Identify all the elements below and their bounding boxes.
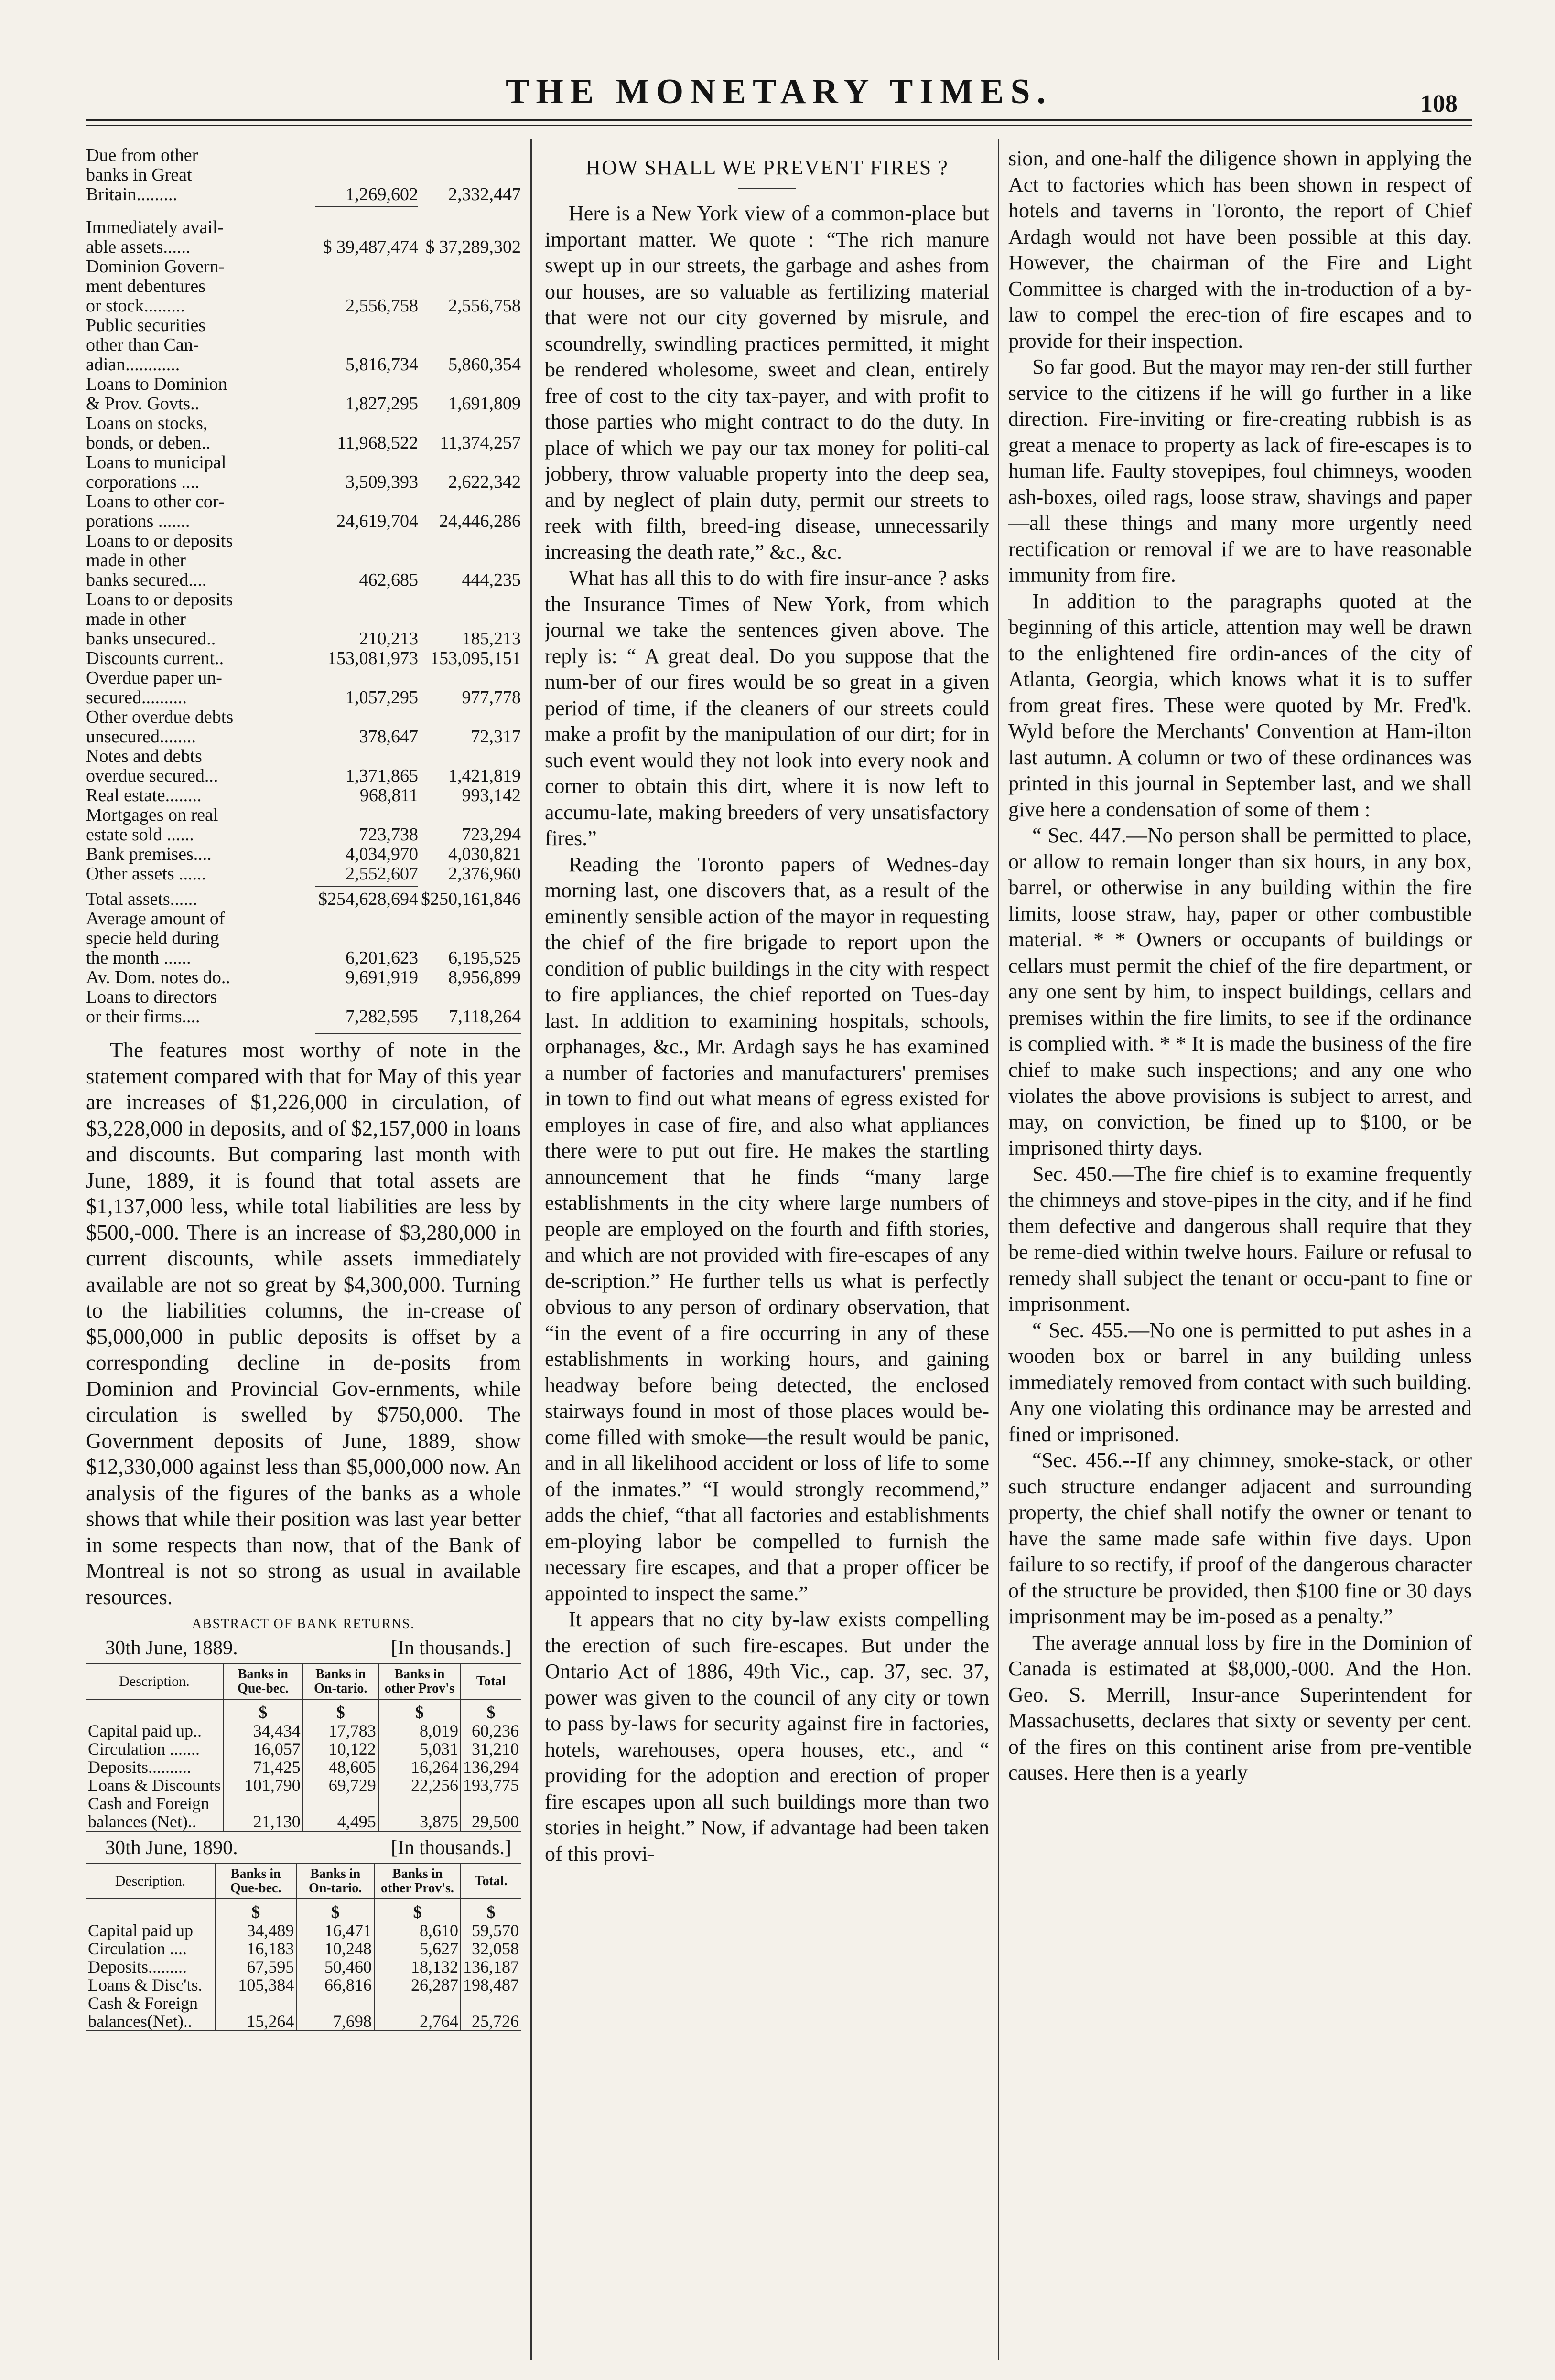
abstract-tables [86,1637,521,2031]
header-rule [86,119,1472,121]
article-paragraph: Sec. 450.—The fire chief is to examine frequently the chimneys and stove-pipes in the city, and if he find them defective and dangerous shall require that they be reme-died within twelve hours. Failure or refusal to remedy shall subject the tenant or occu-pant to fine or imprisonment. [1008,1162,1472,1316]
abstract-cell: $ [296,1899,374,1921]
statement-label [86,590,315,649]
statement-value-1890: 378,647 [359,727,418,747]
column-divider [998,139,999,2360]
abstract-row [86,1994,521,2012]
abstract-cell: 67,595 [215,1958,296,1976]
statement-row [86,864,521,884]
column-2 [545,146,989,2362]
statement-label-line: other than Can- [86,335,199,355]
statement-value-1889: 977,778 [462,687,521,708]
statement-label [86,218,315,257]
abstract-row [86,1722,521,1740]
abstract-cell: Loans & Discounts [88,1776,221,1795]
statement-value-1890: 968,811 [359,785,418,805]
abstract-currency-row [86,1899,521,1921]
abstract-subheading [105,1637,511,1660]
statement-label [86,257,315,316]
statement-value-1889: 993,142 [462,785,521,805]
statement-row [86,492,521,531]
abstract-cell: $ [378,1699,461,1722]
abstract-unit: [In thousands.] [391,1637,511,1659]
statement-label [86,890,315,909]
abstract-row [86,1958,521,1976]
statement-value-1889: 1,691,809 [448,394,521,414]
abstract-cell: $ [215,1899,296,1921]
abstract-cell: Cash & Foreign [88,1994,198,2013]
statement-label-line: corporations .... [86,472,200,492]
abstract-cell: 59,570 [461,1921,521,1940]
statement-label [86,968,315,987]
statement-label-line: Total assets...... [86,890,197,909]
statement-label-line: secured.......... [86,688,187,708]
statement-label-line: the month ...... [86,948,191,968]
statement-label-line: Dominion Govern- [86,257,225,277]
statement-label-line: Loans to other cor- [86,492,225,512]
abstract-date: 30th June, 1890. [105,1837,238,1859]
abstract-cell: 32,058 [461,1940,521,1958]
statement-label-line: Av. Dom. notes do.. [86,968,230,987]
abstract-cell: 3,875 [378,1812,461,1831]
statement-label-line: unsecured........ [86,727,196,747]
statement-row [86,649,521,668]
statement-label [86,453,315,492]
abstract-cell: Cash and Foreign [88,1794,209,1813]
statement-label [86,649,315,668]
column-1 [86,146,521,2362]
publication-title: THE MONETARY TIMES. [506,72,1052,111]
abstract-cell: 15,264 [215,2012,296,2031]
abstract-cell: 16,057 [223,1740,303,1758]
statement-value-1889: 7,118,264 [449,1007,521,1027]
abstract-cell: 5,031 [378,1740,461,1758]
statement-value-1890: $ 39,487,474 [323,237,418,257]
statement-label-line: Other overdue debts [86,708,234,727]
abstract-cell: 22,256 [378,1776,461,1794]
abstract-row [86,1794,521,1812]
abstract-cell [215,1994,296,2012]
statement-row [86,968,521,987]
statement-label [86,987,315,1027]
statement-value-1889: 11,374,257 [440,433,521,453]
statement-label [86,492,315,531]
statement-row [86,375,521,414]
abstract-row [86,2012,521,2031]
abstract-unit: [In thousands.] [391,1837,511,1859]
article-paragraph: “ Sec. 455.—No one is permitted to put ashes in a wooden box or barrel in any building unless immediately removed from contact with such building. Any one violating this ordinance may be arrested and fined or imprisoned. [1008,1318,1472,1446]
abstract-cell: 4,495 [303,1812,378,1831]
abstract-cell: 105,384 [215,1976,296,1994]
abstract-column-header: Banks in On-tario. [303,1664,378,1699]
abstract-row [86,1921,521,1940]
abstract-cell [296,1994,374,2012]
statement-label-line: Other assets ...... [86,864,206,884]
abstract-cell: 10,122 [303,1740,378,1758]
abstract-column-header: Description. [115,1873,186,1889]
statement-commentary: The features most worthy of note in the statement compared with that for May of this year are increases of $1,226,000 in circulation, of $3,228,000 in deposits, and of $2,157,000 in loans and discounts. But comparing last month with June, 1889, it is found that total assets are $1,137,000 less, while total liabilities are less by $500,-000. There is an increase of $3,280,000 in current discounts, while assets immediately available are not so great by $4,300,000. Turning to the liabilities columns, the in-crease of $5,000,000 in public deposits is offset by a corresponding decline in de-posits from Dominion and Provincial Gov-ernments, while circulation is swelled by $750,000. The Government deposits of June, 1889, show $12,330,000 against less than $5,000,000 now. An analysis of the figures of the banks as a whole shows that while their position was last year better in some respects than now, that of the Bank of Montreal is not so strong as usual in available resources. [86,1038,521,1609]
abstract-cell: 8,610 [374,1921,461,1940]
statement-value-1890: 4,034,970 [346,844,418,864]
total-rule [315,886,418,887]
statement-value-1890: 2,552,607 [346,864,418,884]
statement-row [86,590,521,649]
article-paragraph: So far good. But the mayor may ren-der still further service to the citizens if he will go further in a like direction. Fire-inviting or fire-creating rubbish is as great a menace to property as lack of fire-escapes is to human life. Faulty stovepipes, foul chimneys, wooden ash-boxes, oiled rags, loose straw, shavings and paper—all these things and many more urgently need rectification or removal if we are to have reasonable immunity from fire. [1008,355,1472,587]
statement-row [86,668,521,708]
statement-label [86,531,315,590]
abstract-cell: 10,248 [296,1940,374,1958]
abstract-cell: balances(Net).. [86,2012,215,2031]
abstract-cell [374,1994,461,2012]
statement-label-line: Bank premises.... [86,845,212,864]
abstract-cell: 34,434 [223,1722,303,1740]
statement-row [86,414,521,453]
subtotal-rule [315,206,418,207]
abstract-cell: $ [461,1899,521,1921]
abstract-cell: $ [374,1899,461,1921]
abstract-cell [223,1794,303,1812]
statement-value-1890: 11,968,522 [337,433,418,453]
statement-value-1889: 2,376,960 [448,864,521,884]
statement-label-line: Overdue paper un- [86,668,222,688]
abstract-cell: 48,605 [303,1758,378,1776]
abstract-row [86,1758,521,1776]
abstract-cell: Capital paid up [88,1921,193,1940]
header-rule-thin [86,125,1472,126]
statement-label-line: Loans to or deposits [86,531,233,551]
abstract-cell: 18,132 [374,1958,461,1976]
abstract-cell [461,1994,521,2012]
statement-value-1890: 1,827,295 [346,394,418,414]
statement-value-1890: 3,509,393 [346,472,418,492]
abstract-column-header: Total. [461,1864,521,1899]
statement-label [86,146,315,204]
article-paragraph: “Sec. 456.--If any chimney, smoke-stack, or other such structure endanger adjacent and surrounding property, the chief shall notify the owner or tenant to have the same made safe within five days. Upon failure to so rectify, if proof of the dangerous character of the structure be provided, then $100 fine or 30 days imprisonment may be im-posed as a penalty.” [1008,1448,1472,1628]
abstract-cell: 16,183 [215,1940,296,1958]
statement-label-line: ment debentures [86,277,206,296]
statement-label-line: Britain......... [86,185,178,204]
article-paragraph: What has all this to do with fire insur-ance ? asks the Insurance Times of New York, from which journal we take the sentences given above. The reply is: “ A great deal. Do you suppose that the num-ber of our fires would be so great in a given period of time, if the cleaners of our streets could make a profit by the manipulation of our dirt; for in such event would they not look into every nook and corner to obtain this dirt, where it is now left to accumu-late, making breeders of very unsatisfactory fires.” [545,566,989,850]
abstract-header-row [86,1864,521,1899]
statement-label-line: able assets...... [86,237,191,257]
statement-row [86,845,521,864]
statement-value-1890: 462,685 [359,570,418,590]
statement-label-line: Due from other [86,146,198,165]
statement-label-line: adian............ [86,355,180,375]
statement-row [86,531,521,590]
abstract-cell: 21,130 [223,1812,303,1831]
statement-label-line: Loans to municipal [86,453,227,472]
abstract-cell: 71,425 [223,1758,303,1776]
statement-label [86,414,315,453]
statement-label-line: Average amount of [86,909,225,929]
article-paragraph: Reading the Toronto papers of Wednes-day morning last, one discovers that, as a result of the eminently sensible action of the mayor in requesting the chief of the fire brigade to report upon the condition of public buildings in the city with respect to fire appliances, the chief reported on Tues-day last. In addition to examining hospitals, schools, orphanages, &c., Mr. Ardagh says he has examined a number of factories and manufacturers' premises in town to find out what means of egress existed for employes in case of fire, and also what appliances there were to put out fire. He makes the startling announcement that he finds “many large establishments in the city where large numbers of people are employed on the fourth and fifth stories, and which are not provided with fire-escapes of any de-scription.” He further tells us what is perfectly obvious to any person of ordinary observation, that “in the event of a fire occurring in any of these establishments in working hours, and gaining headway before being detected, the enclosed stairways found in most of those places would be-come filled with smoke—the result would be panic, and in all likelihood accident or loss of life to some of the inmates.” “I would strongly recommend,” adds the chief, “that all factories and establishments em-ploying labor be compelled to furnish the necessary fire escapes, and that a proper officer be appointed to inspect the same.” [545,852,989,1605]
abstract-cell: 25,726 [461,2012,521,2031]
statement-value-1889: 24,446,286 [439,511,521,531]
statement-row [86,453,521,492]
statement-label-line: Loans to Dominion [86,375,227,394]
masthead [86,72,1472,124]
abstract-cell: 136,187 [461,1958,521,1976]
abstract-cell [378,1794,461,1812]
statement-value-1889: 1,421,819 [448,766,521,786]
statement-label [86,786,315,805]
statement-label-line: banks in Great [86,165,192,185]
statement-label [86,708,315,747]
statement-label [86,864,315,884]
statement-value-1889: $ 37,289,302 [425,237,521,257]
abstract-subheading [105,1836,511,1859]
abstract-cell: Deposits......... [88,1957,187,1976]
article-body-part-2 [1008,146,1472,1786]
abstract-cell: 34,489 [215,1921,296,1940]
column-3 [1008,146,1472,2362]
abstract-cell: 60,236 [461,1722,521,1740]
statement-value-1890: 24,619,704 [336,511,418,531]
abstract-cell: balances (Net).. [86,1812,223,1831]
abstract-cell: 8,019 [378,1722,461,1740]
statement-value-1890: 5,816,734 [346,354,418,375]
statement-value-1890: 723,738 [359,825,418,845]
article-paragraph: In addition to the paragraphs quoted at the beginning of this article, attention may well be drawn to the enlightened fire ordin-ances of the city of Atlanta, Georgia, which knows what it is to suffer from great fires. These were quoted by Mr. Fred'k. Wyld before the Merchants' Convention at Ham-ilton last autumn. A column or two of these ordinances was printed in this journal in September last, and we shall give here a condensation of some of them : [1008,589,1472,821]
statement-label-line: made in other [86,551,186,570]
abstract-cell: Deposits.......... [88,1758,191,1777]
statement-row [86,257,521,316]
statement-label [86,375,315,414]
abstract-column-header: Banks in other Prov's. [374,1864,461,1899]
abstract-cell: 5,627 [374,1940,461,1958]
statement-value-1890: $254,628,694 [318,889,418,909]
abstract-row [86,1776,521,1794]
statement-value-1889: 72,317 [471,727,521,747]
statement-value-1889: 2,332,447 [448,184,521,204]
article-paragraph: The average annual loss by fire in the Dominion of Canada is estimated at $8,000,-000. And the Hon. Geo. S. Merrill, Insur-ance Superintendent for Massachusetts, declares that sixty or seventy per cent. of the fires on this continent arise from pre-ventible causes. Here then is a yearly [1008,1630,1472,1784]
abstract-cell: 136,294 [461,1758,521,1776]
abstract-cell: $ [303,1699,378,1722]
abstract-column-header: Banks in On-tario. [296,1864,374,1899]
statement-value-1890: 6,201,623 [346,948,418,968]
abstract-cell: Circulation ....... [88,1739,200,1758]
statement-value-1890: 210,213 [359,629,418,649]
statement-label [86,845,315,864]
column-divider [530,139,532,2360]
abstract-cell: $ [461,1699,521,1722]
statement-row [86,146,521,204]
abstract-cell [303,1794,378,1812]
statement-value-1890: 1,269,602 [346,184,418,204]
abstract-row [86,1740,521,1758]
abstract-cell: Loans & Disc'ts. [88,1975,203,1994]
statement-value-1890: 153,081,973 [327,648,418,668]
statement-value-1890: 9,691,919 [346,967,418,987]
statement-row [86,747,521,786]
abstract-row [86,1976,521,1994]
statement-value-1889: 2,622,342 [448,472,521,492]
statement-label [86,909,315,968]
abstract-cell: 17,783 [303,1722,378,1740]
abstract-cell: 26,287 [374,1976,461,1994]
abstract-column-header: Total [461,1664,521,1699]
statement-label-line: or their firms.... [86,1007,200,1027]
abstract-column-header: Banks in Que-bec. [223,1664,303,1699]
statement-label [86,805,315,845]
statement-label-line: overdue secured... [86,766,218,786]
article-paragraph: It appears that no city by-law exists compelling the erection of such fire-escapes. But under the Ontario Act of 1886, 49th Vic., cap. 37, sec. 37, power was given to the council of any city or town to pass by-laws for security against fire in factories, hotels, warehouses, opera houses, etc., and “ providing for the adoption and erection of proper fire escapes upon all such buildings more than two stories in height.” Now, if advantage had been taken of this provi- [545,1608,989,1865]
statement-label-line: estate sold ...... [86,825,194,845]
abstract-cell [461,1794,521,1812]
statement-value-1889: 6,195,525 [448,948,521,968]
statement-label [86,316,315,375]
statement-label [86,668,315,708]
statement-label-line: specie held during [86,929,219,948]
bank-statement [86,146,521,1027]
statement-label-line: Notes and debts [86,747,202,766]
statement-value-1889: $250,161,846 [421,889,521,909]
abstract-cell: 101,790 [223,1776,303,1794]
statement-row [86,218,521,257]
abstract-column-header: Banks in other Prov's [378,1664,461,1699]
statement-label-line: Loans to directors [86,987,217,1007]
statement-label-line: & Prov. Govts.. [86,394,200,414]
statement-label-line: made in other [86,610,186,629]
statement-value-1890: 7,282,595 [346,1007,418,1027]
statement-label-line: Public securities [86,316,206,335]
article-body-part-1 [545,201,989,1867]
statement-value-1889: 444,235 [462,570,521,590]
abstract-cell: 7,698 [296,2012,374,2031]
statement-value-1890: 1,371,865 [346,766,418,786]
abstract-column-header: Banks in Que-bec. [215,1864,296,1899]
statement-value-1890: 1,057,295 [346,687,418,708]
abstract-cell: 2,764 [374,2012,461,2031]
abstract-column-header: Description. [119,1673,190,1689]
statement-row [86,805,521,845]
heading-rule [738,188,796,189]
statement-value-1889: 4,030,821 [448,844,521,864]
abstract-cell: $ [223,1699,303,1722]
abstract-cell: Circulation .... [88,1939,187,1958]
statement-label-line: Real estate........ [86,786,202,805]
statement-row [86,987,521,1027]
abstract-table [86,1663,521,1832]
article-heading: HOW SHALL WE PREVENT FIRES ? [585,156,949,179]
statement-label-line: bonds, or deben.. [86,433,211,453]
abstract-cell: 50,460 [296,1958,374,1976]
abstract-date: 30th June, 1889. [105,1637,238,1659]
abstract-title: ABSTRACT OF BANK RETURNS. [192,1617,415,1631]
statement-row [86,890,521,909]
statement-label-line: banks secured.... [86,570,207,590]
article-paragraph: sion, and one-half the diligence shown in applying the Act to factories which has been shown in respect of hotels and taverns in Toronto, the report of Chief Ardagh would not have been possible at this day. However, the chairman of the Fire and Light Committee is charged with the in-troduction of a by-law to compel the erec-tion of fire escapes and to provide for their inspection. [1008,147,1472,353]
abstract-table [86,1863,521,2031]
abstract-cell: 31,210 [461,1740,521,1758]
abstract-row [86,1940,521,1958]
abstract-currency-row [86,1699,521,1722]
abstract-cell: 198,487 [461,1976,521,1994]
article-paragraph: Here is a New York view of a common-place but important matter. We quote : “The rich manure swept up in our streets, the garbage and ashes from our houses, are so valuable as fertilizing material that were not our city governed by misrule, and scoundrelly, swindling practices permitted, it might be rendered wholesome, sweet and clean, entirely free of cost to the city tax-payer, and with profit to those parties who might contract to do the duty. In place of which we pay our tax money for politi-cal jobbery, throw valuable property into the deep sea, and by neglect of plain duty, permit our streets to reek with filth, breed-ing disease, unnecessarily increasing the death rate,” &c., &c. [545,202,989,564]
abstract-cell [86,1899,215,1921]
statement-row [86,708,521,747]
statement-row [86,909,521,968]
statement-label-line: Mortgages on real [86,805,218,825]
statement-value-1889: 8,956,899 [448,967,521,987]
statement-label [86,747,315,786]
abstract-row [86,1812,521,1831]
statement-value-1889: 2,556,758 [448,296,521,316]
abstract-cell: 66,816 [296,1976,374,1994]
statement-label-line: Immediately avail- [86,218,224,237]
abstract-cell: Capital paid up.. [88,1721,202,1740]
statement-label-line: porations ....... [86,512,190,531]
page-number: 108 [1420,90,1458,118]
statement-row [86,316,521,375]
statement-label-line: Discounts current.. [86,649,224,668]
statement-value-1889: 153,095,151 [430,648,521,668]
statement-value-1889: 185,213 [462,629,521,649]
statement-label-line: banks unsecured.. [86,629,216,649]
abstract-header-row [86,1664,521,1699]
abstract-cell: 16,264 [378,1758,461,1776]
statement-value-1889: 5,860,354 [448,354,521,375]
abstract-cell: 69,729 [303,1776,378,1794]
statement-label-line: or stock......... [86,296,185,316]
article-paragraph: “ Sec. 447.—No person shall be permitted to place, or allow to remain longer than six hours, in any box, barrel, or otherwise in any building within the fire limits, loose straw, hay, paper or other combustible material. * * Owners or occupants of buildings or cellars must permit the chief of the fire department, or any one sent by him, to inspect buildings, cellars and premises within the fire limits, to see if the ordinance is complied with. * * It is made the business of the fire chief to make such inspections; and any one who violates the above provisions is subject to arrest, and may, on conviction, be fined up to $100, or be imprisoned thirty days. [1008,824,1472,1159]
abstract-cell: 29,500 [461,1812,521,1831]
abstract-cell: 16,471 [296,1921,374,1940]
statement-row [86,786,521,805]
statement-label-line: Loans on stocks, [86,414,208,433]
statement-rule [315,1033,521,1034]
abstract-cell [86,1699,223,1722]
statement-value-1889: 723,294 [462,825,521,845]
statement-label-line: Loans to or deposits [86,590,233,610]
statement-value-1890: 2,556,758 [346,296,418,316]
abstract-cell: 193,775 [461,1776,521,1794]
